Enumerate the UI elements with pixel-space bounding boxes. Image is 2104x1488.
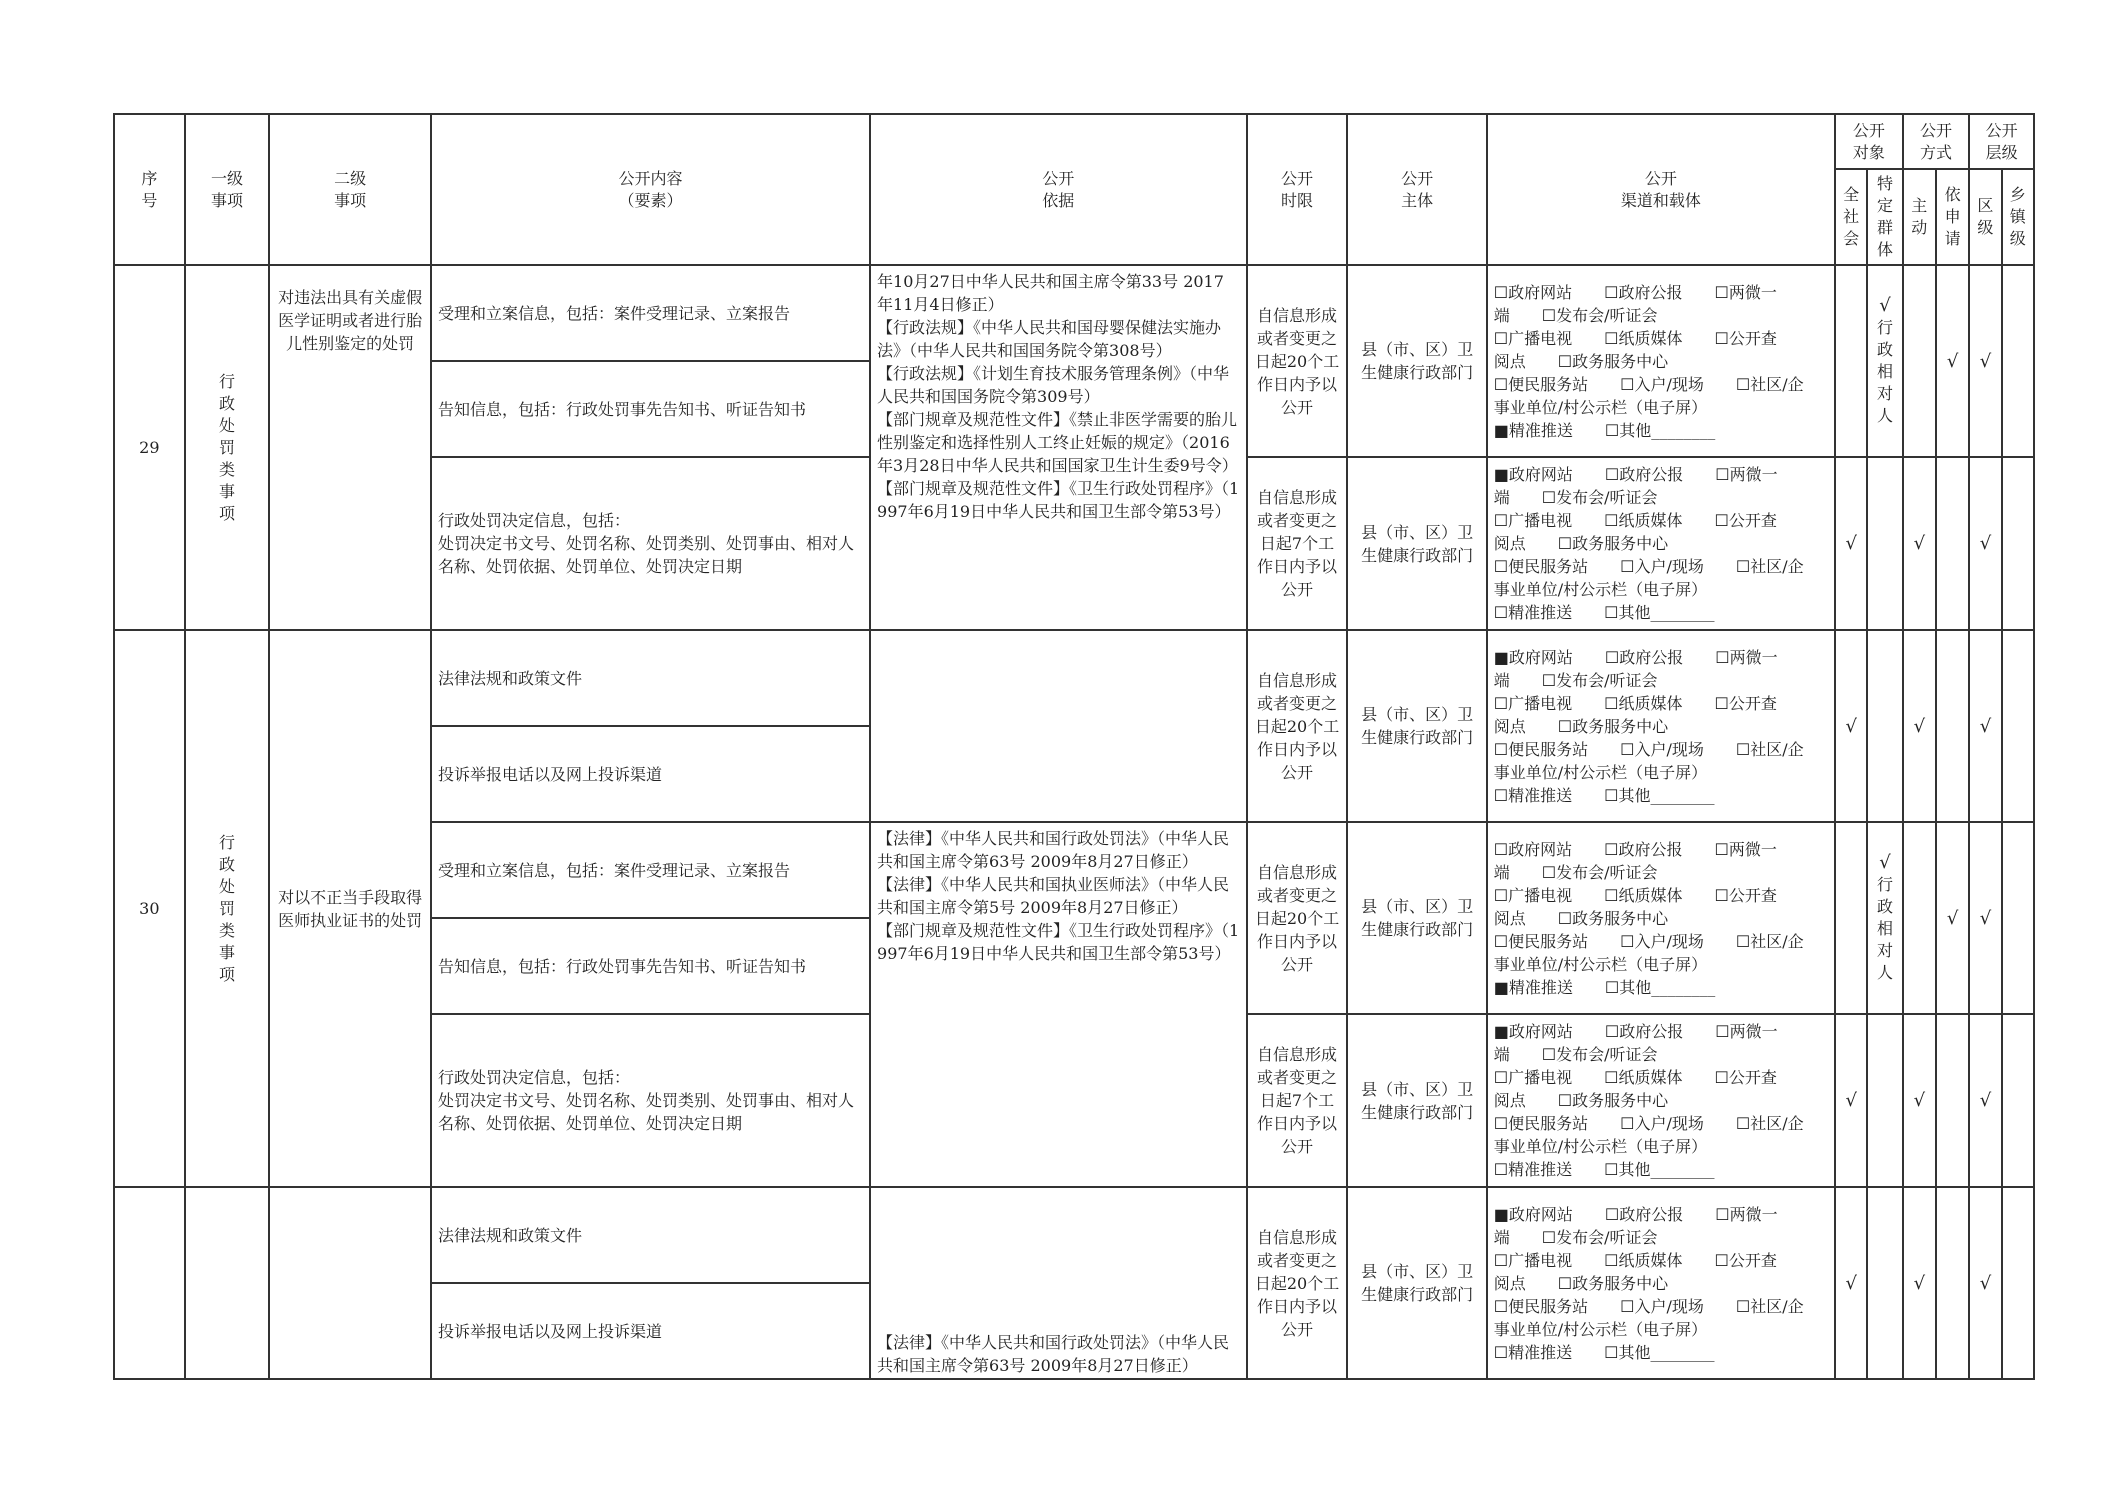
- row30a-target-specific: [1867, 630, 1902, 822]
- row30-channels-law: ■政府网站 ☐政府公报 ☐两微一 端 ☐发布会/听证会 ☐广播电视 ☐纸质媒体 ☐公开查 阅点 ☐政务服务中心 ☐便民服务站 ☐入户/现场 ☐社区/企 事业单位/村公示栏（电子屏） ☐精准推送 ☐其他________: [1487, 630, 1835, 822]
- row31-subject: 县（市、区）卫生健康行政部门: [1347, 1187, 1486, 1379]
- row29-subject: 县（市、区）卫生健康行政部门: [1347, 265, 1486, 457]
- table-row: [114, 630, 2034, 726]
- row29-subject-decision: 县（市、区）卫生健康行政部门: [1347, 457, 1486, 630]
- header-basis: 公开 依据: [870, 114, 1247, 265]
- row29d-mode-active: √: [1903, 457, 1936, 630]
- row30-subject-accept: 县（市、区）卫生健康行政部门: [1347, 822, 1486, 1014]
- row29-level-district: √: [1969, 265, 2001, 457]
- row29-level2: 对违法出具有关虚假医学证明或者进行胎儿性别鉴定的处罚: [269, 265, 431, 630]
- row30-level2: 对以不正当手段取得医师执业证书的处罚: [269, 630, 431, 1187]
- row30-content-complaint: 投诉举报电话以及网上投诉渠道: [431, 726, 870, 822]
- row29d-level-town: [2002, 457, 2034, 630]
- header-level: 公开 层级: [1969, 114, 2034, 169]
- header-target-specific: 特定群体: [1867, 169, 1902, 265]
- row29-time-limit: 自信息形成或者变更之日起20个工作日内予以公开: [1247, 265, 1348, 457]
- row30d-mode-request: [1936, 1014, 1969, 1187]
- row30b-mode-request: √: [1936, 822, 1969, 1014]
- row30b-target-all: [1835, 822, 1867, 1014]
- header-channels: 公开 渠道和载体: [1487, 114, 1835, 265]
- row29d-mode-request: [1936, 457, 1969, 630]
- header-time-limit: 公开 时限: [1247, 114, 1348, 265]
- row29-content-decision: 行政处罚决定信息，包括： 处罚决定书文号、处罚名称、处罚类别、处罚事由、相对人名称、处罚依据、处罚单位、处罚决定日期: [431, 457, 870, 630]
- row29-channels-decision: ■政府网站 ☐政府公报 ☐两微一 端 ☐发布会/听证会 ☐广播电视 ☐纸质媒体 ☐公开查 阅点 ☐政务服务中心 ☐便民服务站 ☐入户/现场 ☐社区/企 事业单位/村公示栏（电子屏） ☐精准推送 ☐其他________: [1487, 457, 1835, 630]
- row29-seq: 29: [114, 265, 185, 630]
- row29d-target-all: √: [1835, 457, 1867, 630]
- row29-time-limit-decision: 自信息形成或者变更之日起7个工作日内予以公开: [1247, 457, 1348, 630]
- row29-channels: ☐政府网站 ☐政府公报 ☐两微一 端 ☐发布会/听证会 ☐广播电视 ☐纸质媒体 ☐公开查 阅点 ☐政务服务中心 ☐便民服务站 ☐入户/现场 ☐社区/企 事业单位/村公示栏（电子屏） ■精准推送 ☐其他________: [1487, 265, 1835, 457]
- row30a-level-town: [2002, 630, 2034, 822]
- row30-subject-decision: 县（市、区）卫生健康行政部门: [1347, 1014, 1486, 1187]
- row31-content-complaint: 投诉举报电话以及网上投诉渠道: [431, 1283, 870, 1379]
- row31-channels: ■政府网站 ☐政府公报 ☐两微一 端 ☐发布会/听证会 ☐广播电视 ☐纸质媒体 ☐公开查 阅点 ☐政务服务中心 ☐便民服务站 ☐入户/现场 ☐社区/企 事业单位/村公示栏（电子屏） ☐精准推送 ☐其他________: [1487, 1187, 1835, 1379]
- header-seq: 序 号: [114, 114, 185, 265]
- row30a-target-all: √: [1835, 630, 1867, 822]
- header-subject: 公开 主体: [1347, 114, 1486, 265]
- row31-seq: [114, 1187, 185, 1379]
- row30d-mode-active: √: [1903, 1014, 1936, 1187]
- header-target-all: 全社会: [1835, 169, 1867, 265]
- header-level-town: 乡镇级: [2002, 169, 2034, 265]
- header-content: 公开内容 （要素）: [431, 114, 870, 265]
- row30d-level-district: √: [1969, 1014, 2001, 1187]
- row30a-level-district: √: [1969, 630, 2001, 822]
- row31-target-specific: [1867, 1187, 1902, 1379]
- row29-target-specific: √行政相对人: [1867, 265, 1902, 457]
- row29-level1: 行政处罚类事项: [185, 265, 270, 630]
- row30-content-accept: 受理和立案信息，包括：案件受理记录、立案报告: [431, 822, 870, 918]
- row30-content-notice: 告知信息，包括：行政处罚事先告知书、听证告知书: [431, 918, 870, 1014]
- row30-basis-empty: [870, 630, 1247, 822]
- row29-mode-active: [1903, 265, 1936, 457]
- row30a-mode-active: √: [1903, 630, 1936, 822]
- header-mode-active: 主动: [1903, 169, 1936, 265]
- row30-channels-decision: ■政府网站 ☐政府公报 ☐两微一 端 ☐发布会/听证会 ☐广播电视 ☐纸质媒体 ☐公开查 阅点 ☐政务服务中心 ☐便民服务站 ☐入户/现场 ☐社区/企 事业单位/村公示栏（电子屏） ☐精准推送 ☐其他________: [1487, 1014, 1835, 1187]
- table-row: [114, 265, 2034, 361]
- row30b-level-town: [2002, 822, 2034, 1014]
- row29d-target-specific: [1867, 457, 1902, 630]
- row30-basis: 【法律】《中华人民共和国行政处罚法》（中华人民共和国主席令第63号 2009年8月27日修正） 【法律】《中华人民共和国执业医师法》（中华人民共和国主席令第5号 2009年8月27日修正） 【部门规章及规范性文件】《卫生行政处罚程序》（1997年6月19日中华人民共和国卫生部令第53号）: [870, 822, 1247, 1187]
- row30-level1: 行政处罚类事项: [185, 630, 270, 1187]
- table-row: [114, 1187, 2034, 1283]
- row30b-level-district: √: [1969, 822, 2001, 1014]
- header-level-district: 区级: [1969, 169, 2001, 265]
- row30d-target-all: √: [1835, 1014, 1867, 1187]
- row31-mode-active: √: [1903, 1187, 1936, 1379]
- row29-target-all: [1835, 265, 1867, 457]
- disclosure-table: [113, 113, 2035, 1380]
- row30b-mode-active: [1903, 822, 1936, 1014]
- row30-time-limit-accept: 自信息形成或者变更之日起20个工作日内予以公开: [1247, 822, 1348, 1014]
- row31-level2: [269, 1187, 431, 1379]
- header-mode: 公开 方式: [1903, 114, 1970, 169]
- header-mode-request: 依申请: [1936, 169, 1969, 265]
- row30b-target-specific: √行政相对人: [1867, 822, 1902, 1014]
- row31-time-limit: 自信息形成或者变更之日起20个工作日内予以公开: [1247, 1187, 1348, 1379]
- row31-target-all: √: [1835, 1187, 1867, 1379]
- row30-content-law: 法律法规和政策文件: [431, 630, 870, 726]
- header-level2: 二级 事项: [269, 114, 431, 265]
- row30a-mode-request: [1936, 630, 1969, 822]
- row29-mode-request: √: [1936, 265, 1969, 457]
- row29d-level-district: √: [1969, 457, 2001, 630]
- row31-level-district: √: [1969, 1187, 2001, 1379]
- row31-level1: [185, 1187, 270, 1379]
- row30-seq: 30: [114, 630, 185, 1187]
- row30-content-decision: 行政处罚决定信息，包括： 处罚决定书文号、处罚名称、处罚类别、处罚事由、相对人名称、处罚依据、处罚单位、处罚决定日期: [431, 1014, 870, 1187]
- row30-time-limit-decision: 自信息形成或者变更之日起7个工作日内予以公开: [1247, 1014, 1348, 1187]
- disclosure-table-sheet: [113, 113, 2035, 1399]
- header-level1: 一级 事项: [185, 114, 270, 265]
- row29-basis: 年10月27日中华人民共和国主席令第33号 2017年11月4日修正） 【行政法规】《中华人民共和国母婴保健法实施办法》（中华人民共和国国务院令第308号） 【行政法规】《计划生育技术服务管理条例》（中华人民共和国国务院令第309号） 【部门规章及规范性文件】《禁止非医学需要的胎儿性别鉴定和选择性别人工终止妊娠的规定》（2016年3月28日中华人民共和国国家卫生计生委9号令） 【部门规章及规范性文件】《卫生行政处罚程序》（1997年6月19日中华人民共和国卫生部令第53号）: [870, 265, 1247, 630]
- row30-time-limit-law: 自信息形成或者变更之日起20个工作日内予以公开: [1247, 630, 1348, 822]
- header-target: 公开 对象: [1835, 114, 1903, 169]
- row29-content-accept: 受理和立案信息，包括：案件受理记录、立案报告: [431, 265, 870, 361]
- row31-level-town: [2002, 1187, 2034, 1379]
- row31-mode-request: [1936, 1187, 1969, 1379]
- row30-channels-accept: ☐政府网站 ☐政府公报 ☐两微一 端 ☐发布会/听证会 ☐广播电视 ☐纸质媒体 ☐公开查 阅点 ☐政务服务中心 ☐便民服务站 ☐入户/现场 ☐社区/企 事业单位/村公示栏（电子屏） ■精准推送 ☐其他________: [1487, 822, 1835, 1014]
- row29-level-town: [2002, 265, 2034, 457]
- row30-subject-law: 县（市、区）卫生健康行政部门: [1347, 630, 1486, 822]
- row31-basis: 【法律】《中华人民共和国行政处罚法》（中华人民共和国主席令第63号 2009年8月27日修正）: [870, 1187, 1247, 1379]
- row30d-target-specific: [1867, 1014, 1902, 1187]
- row30d-level-town: [2002, 1014, 2034, 1187]
- row29-content-notice: 告知信息，包括：行政处罚事先告知书、听证告知书: [431, 361, 870, 457]
- row31-content-law: 法律法规和政策文件: [431, 1187, 870, 1283]
